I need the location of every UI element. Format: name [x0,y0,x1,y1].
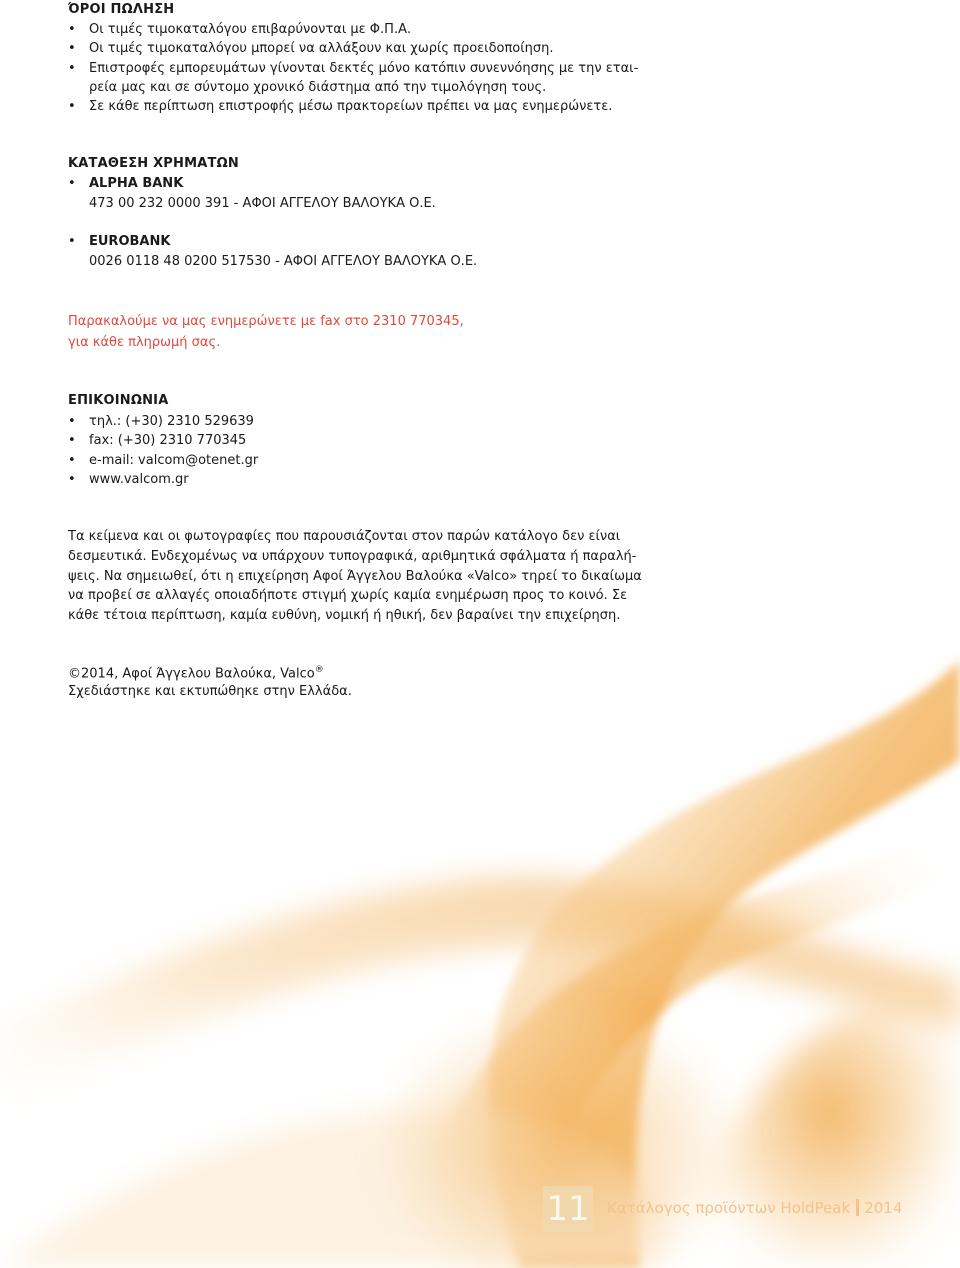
catalog-title: Κατάλογος προϊόντων HoldPeak [607,1199,851,1217]
footer-catalog-title [607,1199,902,1217]
bullet-icon: • [68,99,76,114]
catalog-year: 2014 [864,1199,903,1217]
copyright-line [68,665,324,681]
printed-in-line: Σχεδιάστηκε και εκτυπώθηκε στην Ελλάδα. [68,684,352,699]
deposit-heading: ΚΑΤΑΘΕΣΗ ΧΡΗΜΑΤΩΝ [68,156,239,171]
registered-mark: ® [314,665,324,675]
disclaimer-line: κάθε τέτοια περίπτωση, καμία ευθύνη, νομική ή ηθική, δεν βαραίνει την επιχείρηση. [68,608,621,623]
contact-phone: τηλ.: (+30) 2310 529639 [89,414,254,429]
bank-account: 0026 0118 48 0200 517530 - ΑΦΟΙ ΑΓΓΕΛΟΥ ΒΑΛΟΥΚΑ Ο.Ε. [89,254,478,269]
bullet-icon: • [68,41,76,56]
fax-notice-line: για κάθε πληρωμή σας. [68,335,221,350]
copyright-text: ©2014, Αφοί Άγγελου Βαλούκα, Valco [68,666,315,682]
footer-separator [856,1199,859,1216]
bullet-icon: • [68,433,76,448]
contact-fax: fax: (+30) 2310 770345 [89,433,247,448]
disclaimer-line: ψεις. Να σημειωθεί, ότι η επιχείρηση Αφοί Άγγελου Βαλούκα «Valco» τηρεί το δικαίωμα [68,569,642,584]
bullet-icon: • [68,414,76,429]
bullet-icon: • [68,234,76,249]
bullet-icon: • [68,61,76,76]
contact-website: www.valcom.gr [89,472,189,487]
bank-name: ALPHA BANK [89,176,184,191]
contact-email: e-mail: valcom@otenet.gr [89,453,259,468]
disclaimer-line: να προβεί σε αλλαγές οποιαδήποτε στιγμή χωρίς καμία ενημέρωση προς το κοινό. Σε [68,588,628,603]
page-number: 11 [543,1186,593,1232]
disclaimer-line: δεσμευτικά. Ενδεχομένως να υπάρχουν τυπογραφικά, αριθμητικά σφάλματα ή παραλή- [68,549,637,564]
fax-notice-line: Παρακαλούμε να μας ενημερώνετε με fax στο 2310 770345, [68,314,464,329]
bullet-icon: • [68,472,76,487]
bank-account: 473 00 232 0000 391 - ΑΦΟΙ ΑΓΓΕΛΟΥ ΒΑΛΟΥΚΑ Ο.Ε. [89,196,436,211]
bank-name: EUROBANK [89,234,171,249]
bullet-icon: • [68,176,76,191]
sales-terms-heading: ΌΡΟΙ ΠΩΛΗΣΗ [68,2,175,17]
sales-term-continuation: ρεία μας και σε σύντομο χρονικό διάστημα από την τιμολόγηση τους. [89,80,547,95]
contact-heading: ΕΠΙΚΟΙΝΩΝΙΑ [68,393,169,408]
bullet-icon: • [68,22,76,37]
disclaimer-line: Τα κείμενα και οι φωτογραφίες που παρουσιάζονται στον παρών κατάλογο δεν είναι [68,529,621,544]
bullet-icon: • [68,453,76,468]
